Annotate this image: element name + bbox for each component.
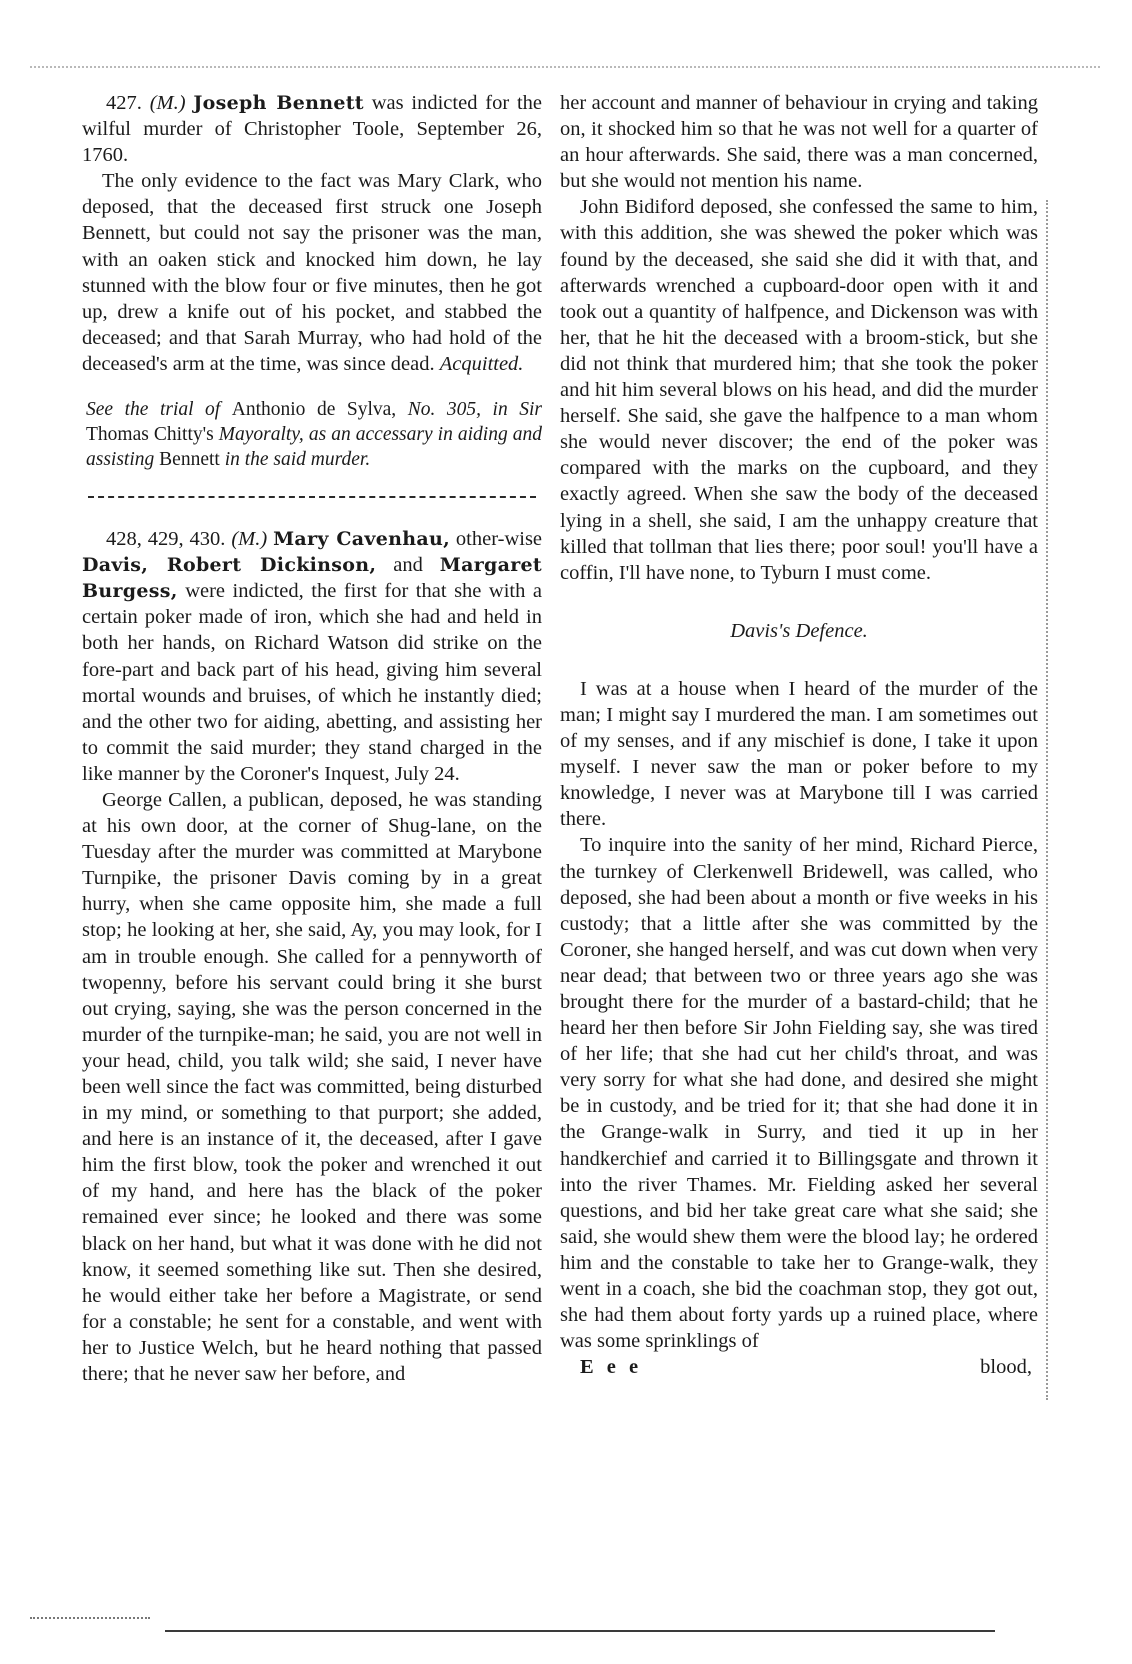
note-mid: No. 305, in Sir: [407, 399, 542, 421]
continued-paragraph: her account and manner of behaviour in crying and taking on, it shocked him so that he was not well for a quarter of an hour afterwards. She said, there was a man concerned, but she would not mention his name.: [560, 92, 1038, 193]
note-name3: Bennett: [159, 449, 220, 471]
case-427-paragraph: [82, 90, 542, 168]
signature-mark: E e e: [580, 1356, 643, 1379]
note-end: in the said murder.: [224, 449, 371, 471]
case-428-paragraph: [82, 526, 542, 787]
note-pre: See the trial of: [86, 399, 221, 421]
defendant-name-3: Margaret Burgess,: [82, 554, 543, 603]
cross-reference-note: [82, 397, 542, 472]
right-column: [560, 90, 1038, 1380]
indictment-text: was indicted for the wilful murder of Christopher Toole, September 26, 1760.: [82, 92, 543, 167]
case-number: 428, 429, 430.: [106, 528, 226, 551]
section-divider: [88, 496, 536, 498]
verdict: Acquitted.: [439, 352, 524, 375]
page-footer-row: [560, 1354, 1038, 1380]
callen-testimony: George Callen, a publican, deposed, he was standing at his own door, at the corner of Shug-lane, on the Tuesday after the murder was committed at Marybone Turnpike, the prisoner Davis coming by in a great hurry, when she came opposite him, she made a full stop; he looking at her, she said, Ay, you may look, for I am in trouble enough. She called for a pennyworth of twopenny, before his servant could bring it she burst out crying, saying, she was the person concerned in the murder of the turnpike-man; he said, you are not well in your head, child, you talk wild; she said, I never have been well since the fact was committed, being disturbed in my mind, or something to that purport; she added, and here is an instance of it, the deceased, after I gave him the first blow, took the poker and wrenched it out of my hand, and here has the black of the poker remained ever since; he looked and there was some black on her hand, but what it was done with he did not know, it seemed something like sut. Then she desired, he would either take her before a Magistrate, or send for a constable; he sent for a constable, and went with her to Justice Welch, but he heard nothing that passed there; that he never saw her before, and: [82, 788, 542, 1386]
evidence-paragraph: [82, 168, 542, 377]
catchword: blood,: [980, 1356, 1032, 1379]
evidence-text: The only evidence to the fact was Mary Clark, who deposed, that the deceased first struck one Joseph Bennett, but could not say the prisoner was the man, with an oaken stick and knocked him down, he lay stunned with the blow four or five minutes, then he got up, drew a knife out of his pocket, and stabbed the deceased; and that Sarah Murray, who had hold of the deceased's arm at the time, was since dead.: [82, 170, 542, 375]
note-mid2: Mayoralty, as an accessary in aiding and assisting: [86, 424, 543, 471]
case-number: 427.: [106, 92, 142, 114]
defendant-name-2: Davis, Robert Dickinson,: [82, 554, 377, 577]
conjunction: and: [393, 554, 423, 577]
note-name1: Anthonio de Sylva,: [231, 399, 397, 421]
bidiford-testimony: John Bidiford deposed, she confessed the same to him, with this addition, she was shewed the poker which was found by the deceased, she said she did it with that, and afterwards wrenched a cupboard-door open with it and took out a quantity of halfpence, and Dickenson was with her, that he hit the deceased with a broom-stick, but she did not think that murdered him; that she took the poker and hit him several blows on his head, and did the murder herself. She said, she gave the halfpence to a man whom she would never discover; the end of the poker was compared with the marks on the cupboard, and they exactly agreed. When she saw the body of the deceased lying in a shell, she said, I am the unhappy creature that killed that tollman that lies there; poor soul! you'll have a coffin, I'll have none, to Tyburn I must come.: [560, 196, 1038, 584]
defence-heading: Davis's Defence.: [730, 619, 868, 642]
case-marker: (M.): [231, 528, 268, 551]
case-marker: (M.): [149, 92, 186, 114]
defendant-name: Joseph Bennett: [193, 92, 364, 114]
right-margin-bleed: [1046, 200, 1056, 1400]
note-name2: Thomas Chitty's: [86, 424, 214, 446]
indictment-text: were indicted, the first for that she with a certain poker made of iron, which she had and held in both her hands, on Richard Watson did strike on the fore-part and back part of his head, giving him several mortal wounds and bruises, of which he instantly died; and the other two for aiding, abetting, and assisting her to commit the said murder; they stand charged in the like manner by the Coroner's Inquest, July 24.: [82, 580, 542, 785]
defendant-name: Mary Cavenhau,: [273, 528, 451, 551]
alias-text: other-wise: [455, 528, 543, 551]
pierce-testimony: To inquire into the sanity of her mind, Richard Pierce, the turnkey of Clerkenwell Bridewell, was called, who deposed, she had been about a month or five weeks in his custody; that a little after she was committed by the Coroner, she hanged herself, and was cut down when very near dead; that between two or three years ago she was brought there for the murder of a bastard-child; that he heard her then before Sir John Fielding say, she was tired of her life; that she had cut her child's throat, and was very sorry for what she had done, and desired she might be in custody, and be tried for it; that she had done it in the Grange-walk in Surry, and tied it up in her handkerchief and carried it to Billingsgate and thrown it into the river Thames. Mr. Fielding asked her several questions, and bid her take great care what she said; she said, she would shew them were the blood lay; he ordered him and the constable to take her to Grange-walk, they went in a coach, she bid the coachman stop, they got out, she had them about forty yards up a ruined place, where was some sprinklings of: [560, 834, 1038, 1353]
bottom-edge-specks: [30, 1617, 150, 1619]
bottom-rule: [165, 1630, 995, 1632]
top-edge-specks: [30, 66, 1100, 76]
defence-statement: I was at a house when I heard of the murder of the man; I might say I murdered the man. I am sometimes out of my senses, and if any mischief is done, I take it upon myself. I never saw the man or poker before to my knowledge, I never was at Marybone till I was carried there.: [560, 677, 1038, 831]
left-column: [82, 90, 542, 1387]
